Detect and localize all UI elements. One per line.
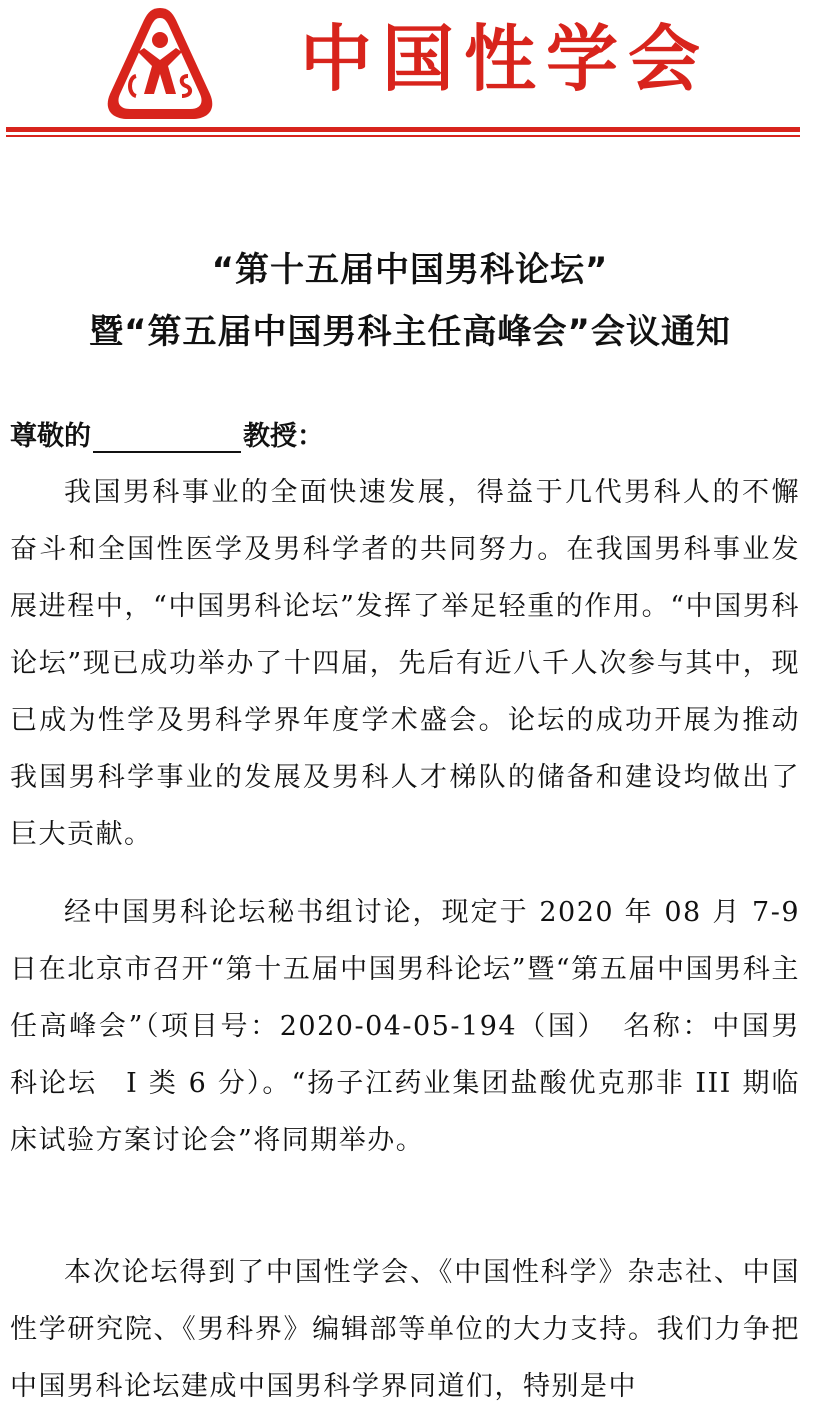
body-paragraph: 我国男科事业的全面快速发展，得益于几代男科人的不懈奋斗和全国性医学及男科学者的共同努力。在我国男科事业发展进程中，“中国男科论坛”发挥了举足轻重的作用。“中国男科论坛”现已成功举办了十四届，先后有近八千人次参与其中，现已成为性学及男科学界年度学术盛会。论坛的成功开展为推动我国男科学事业的发展及男科人才梯队的储备和建设均做出了巨大贡献。 xyxy=(10,477,800,850)
header-rule-thin xyxy=(6,135,800,137)
salutation-prefix: 尊敬的 xyxy=(10,421,91,452)
salutation-suffix: 教授： xyxy=(243,421,324,452)
letterhead xyxy=(0,0,820,140)
header-rule-thick xyxy=(6,127,800,132)
document-title-line-2: 暨“第五届中国男科主任高峰会”会议通知 xyxy=(89,312,731,352)
org-name: 中国性学会 xyxy=(300,16,711,101)
body-paragraph: 本次论坛得到了中国性学会、《中国性科学》杂志社、中国性学研究院、《男科界》编辑部等单位的大力支持。我们力争把中国男科论坛建成中国男科学界同道们，特别是中 xyxy=(10,1257,800,1402)
society-logo-icon xyxy=(100,2,220,124)
body-paragraph: 经中国男科论坛秘书组讨论，现定于 2020 年 08 月 7-9 日在北京市召开“第十五届中国男科论坛”暨“第五届中国男科主任高峰会”（项目号：2020-04-05-194（国） 名称：中国男科论坛 I 类 6 分）。“扬子江药业集团盐酸优克那非 III 期临床试验方案讨论会”将同期举办。 xyxy=(10,897,800,1156)
name-blank-line xyxy=(93,421,241,453)
salutation xyxy=(10,414,324,453)
document-title-line-1: “第十五届中国男科论坛” xyxy=(211,250,609,290)
